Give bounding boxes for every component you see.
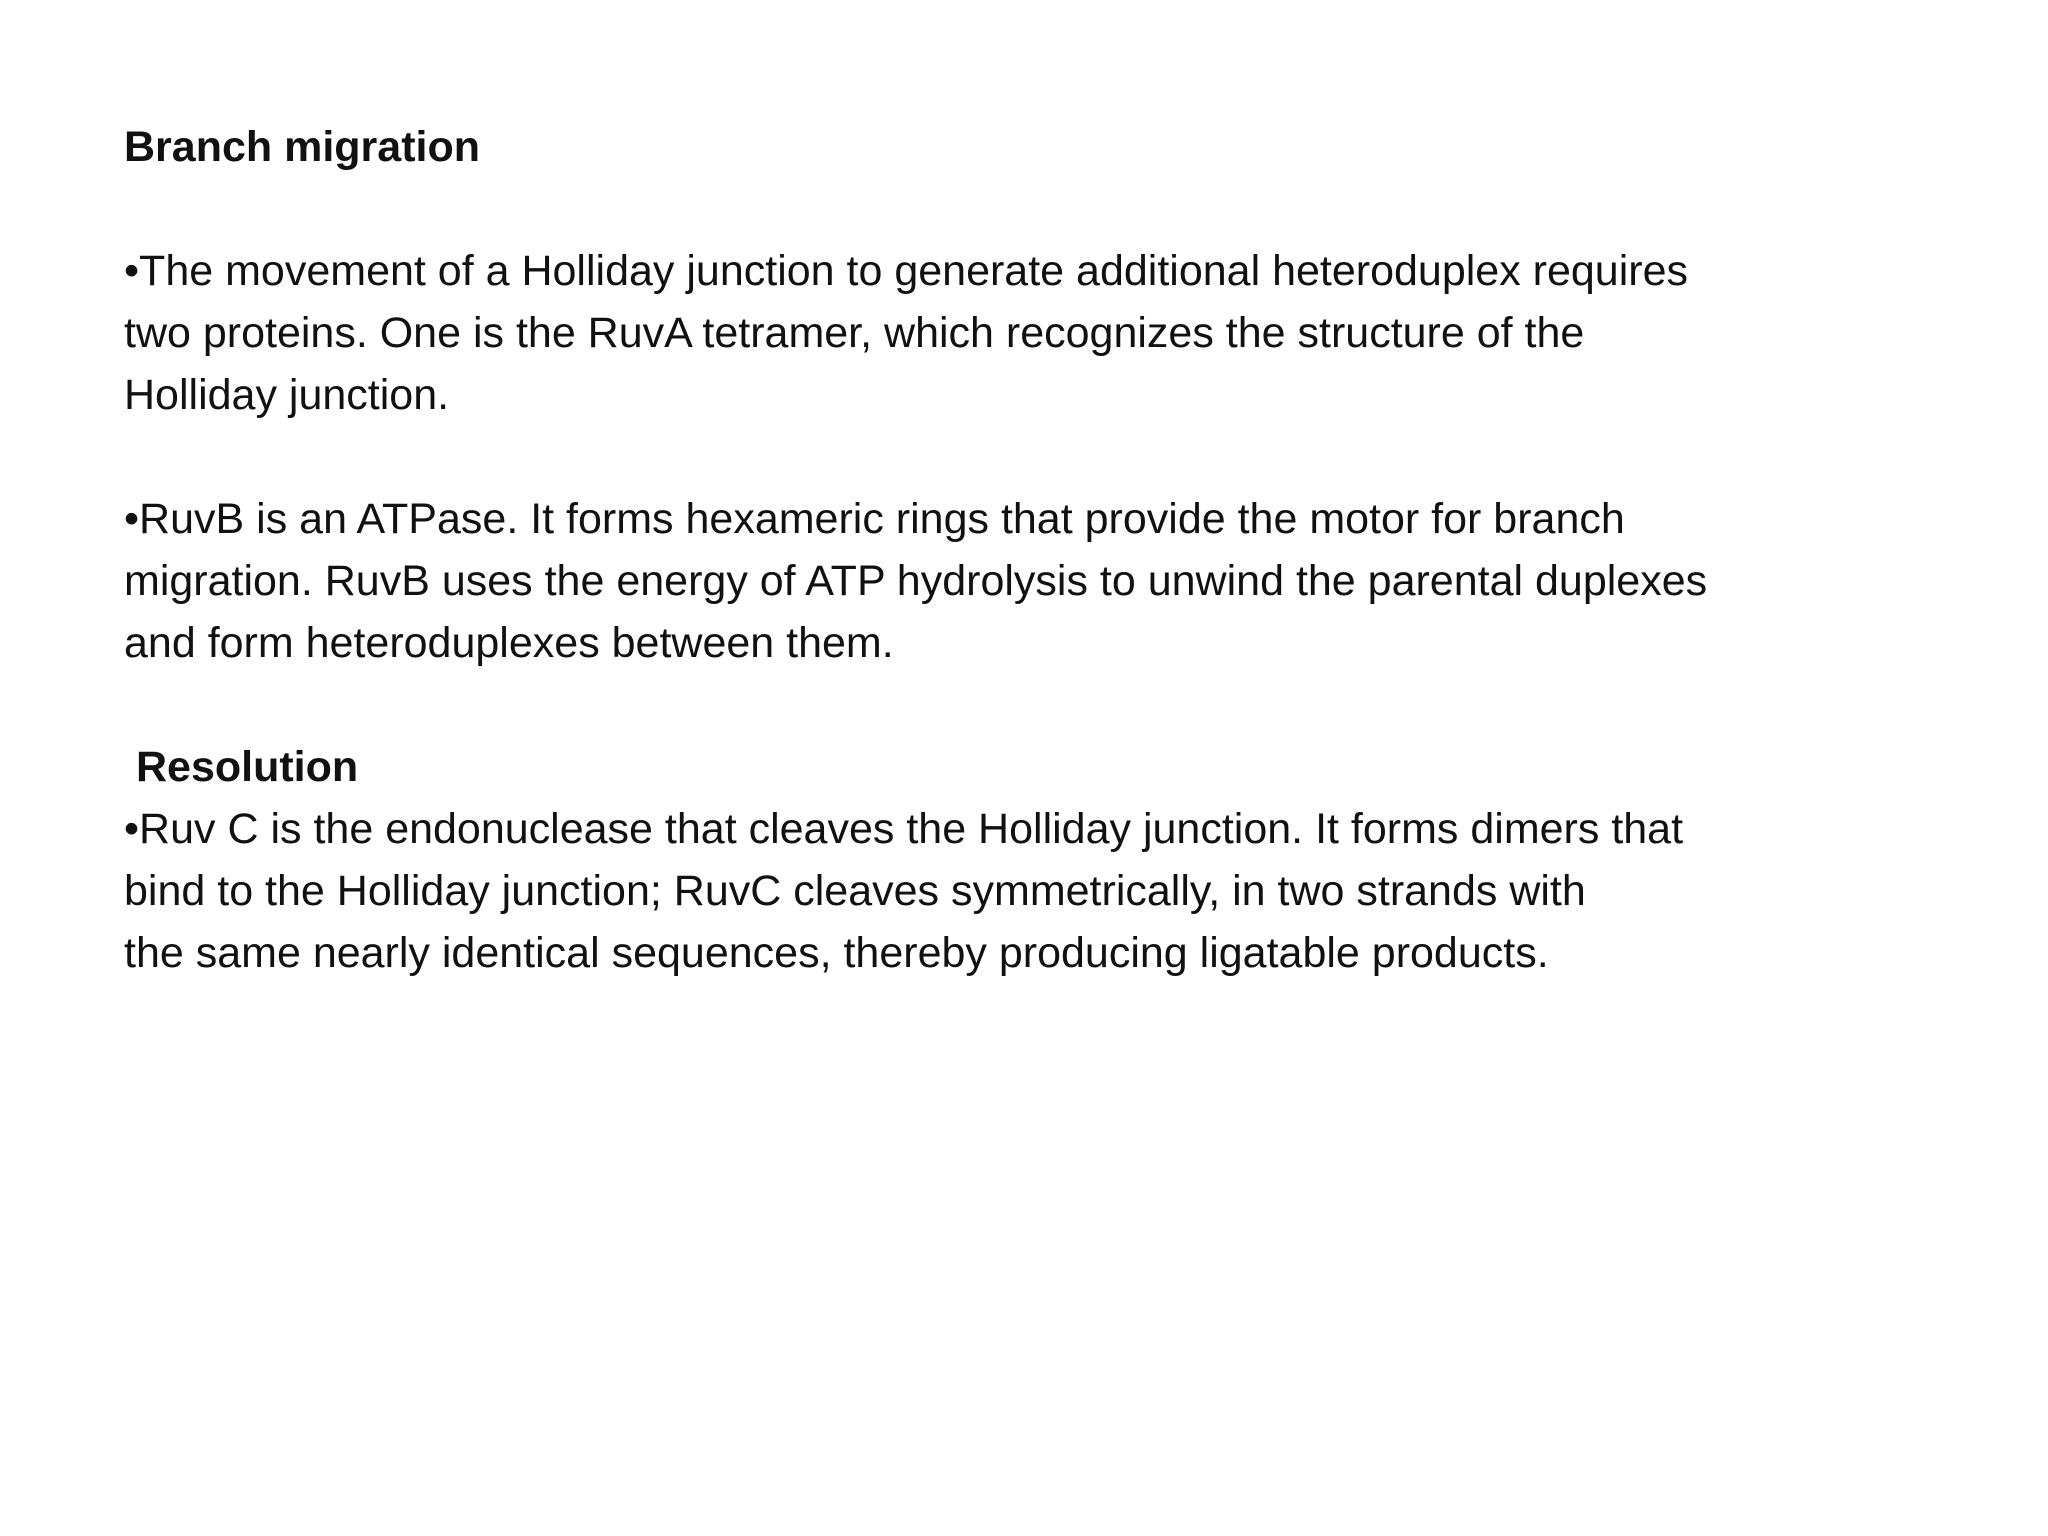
paragraph-line: and form heteroduplexes between them. — [124, 619, 894, 667]
paragraph-line: bind to the Holliday junction; RuvC cleaves symmetrically, in two strands with — [124, 867, 1586, 915]
paragraph-ruva — [124, 240, 1944, 426]
slide-content — [124, 116, 1944, 984]
spacer — [124, 674, 1944, 736]
paragraph-line: the same nearly identical sequences, thereby producing ligatable products. — [124, 929, 1549, 977]
paragraph-line: •The movement of a Holliday junction to generate additional heteroduplex requires — [124, 247, 1688, 295]
heading-resolution: Resolution — [136, 743, 359, 791]
paragraph-line: •RuvB is an ATPase. It forms hexameric rings that provide the motor for branch — [124, 495, 1625, 543]
paragraph-line: •Ruv C is the endonuclease that cleaves the Holliday junction. It forms dimers that — [124, 805, 1684, 853]
spacer — [124, 178, 1944, 240]
paragraph-ruvb — [124, 488, 1944, 674]
spacer — [124, 426, 1944, 488]
heading-branch-migration: Branch migration — [124, 123, 480, 171]
paragraph-line: two proteins. One is the RuvA tetramer, which recognizes the structure of the — [124, 309, 1585, 357]
paragraph-line: Holliday junction. — [124, 371, 450, 419]
paragraph-ruvc — [124, 798, 1944, 984]
paragraph-line: migration. RuvB uses the energy of ATP hydrolysis to unwind the parental duplexes — [124, 557, 1708, 605]
